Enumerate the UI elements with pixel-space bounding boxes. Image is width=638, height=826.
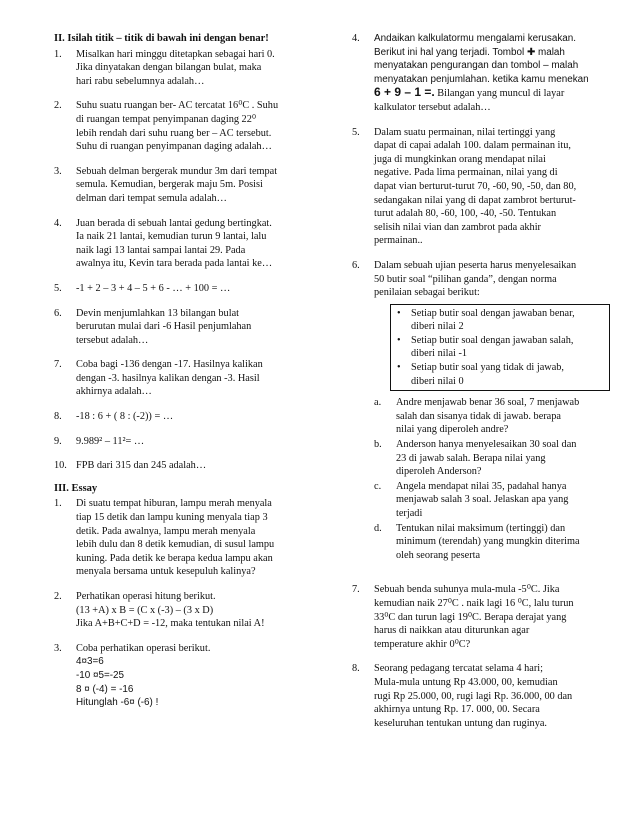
item-body	[76, 282, 310, 296]
section-2-list	[54, 48, 310, 473]
item-line: dengan -3. hasilnya kalikan dengan -3. Hasil	[76, 372, 260, 384]
item-line: lebih dulu dan 8 detik kemudian, di susul lampu	[76, 539, 275, 551]
item-number: 3.	[54, 165, 62, 177]
item-line: Perhatikan operasi hitung berikut.	[76, 591, 216, 602]
item-number: 1.	[54, 498, 62, 510]
rule-line: Setiap butir soal dengan jawaban benar,	[411, 307, 575, 319]
essay-item	[54, 642, 310, 710]
sub-line: diperoleh Anderson?	[396, 466, 482, 478]
item-line: -18 : 6 + ( 8 : (-2)) = …	[76, 411, 174, 423]
fill-item	[54, 435, 310, 449]
item-line: sedangakan nilai yang di dapat zambrot berturut-	[374, 194, 576, 206]
sub-line: Angela mendapat nilai 35, padahal hanya	[396, 480, 567, 492]
item-number: 7.	[352, 584, 360, 596]
sub-letter: b.	[374, 439, 382, 451]
item-line: Jika A+B+C+D = -12, maka tentukan nilai A!	[76, 618, 265, 630]
sub-line: terjadi	[396, 508, 423, 519]
sub-text	[396, 396, 579, 437]
item-number: 8.	[54, 411, 62, 423]
item-line: Di suatu tempat hiburan, lampu merah menyala	[76, 498, 272, 510]
essay-item-4	[352, 32, 610, 115]
fill-item	[54, 307, 310, 348]
item-body	[374, 126, 610, 248]
item-line: semula. Kemudian, bergerak maju 5m. Posisi	[76, 179, 263, 191]
item-line: kalkulator tersebut adalah…	[374, 101, 491, 113]
item-line: kemudian naik 27⁰C . naik lagi 16 ⁰C, lalu turun	[374, 597, 574, 609]
item-line: Sebuah delman bergerak mundur 3m dari tempat	[76, 165, 278, 177]
scoring-rules-box	[390, 304, 610, 392]
item-line: Ia naik 21 lantai, kemudian turun 9 lantai, lalu	[76, 231, 267, 243]
rule-line: diberi nilai 2	[411, 321, 464, 333]
sub-line: nilai yang diperoleh andre?	[396, 424, 509, 436]
item-line: Devin menjumlahkan 13 bilangan bulat	[76, 307, 239, 319]
bullet-icon: •	[397, 307, 401, 319]
item-number: 3.	[54, 642, 62, 654]
item-line: Suhu di ruangan penyimpanan daging adalah…	[76, 141, 272, 153]
item-number: 10.	[54, 460, 67, 472]
item-line: tersebut adalah…	[76, 334, 149, 346]
item-line: rugi Rp 25.000, 00, rugi lagi Rp. 36.000, 00 dan	[374, 690, 573, 702]
rule-text	[411, 361, 564, 388]
item-line: FPB dari 315 dan 245 adalah…	[76, 460, 207, 472]
fill-item	[54, 217, 310, 271]
item-line: akhirnya untung Rp. 17. 000, 00. Secara	[374, 704, 540, 716]
sub-line: Andre menjawab benar 36 soal, 7 menjawab	[396, 397, 580, 409]
item-line: Andaikan kalkulatormu mengalami kerusakan.	[374, 33, 576, 44]
item-number: 4.	[352, 33, 360, 44]
rule-text	[411, 307, 575, 334]
item-line: negative. Pada lima permainan, nilai yang di	[374, 167, 558, 179]
item-body	[374, 583, 610, 651]
operation-line: -10 ¤5=-25	[76, 669, 125, 681]
item-number: 7.	[54, 359, 62, 371]
bullet-icon: •	[397, 362, 401, 374]
essay-item-6	[352, 259, 610, 572]
rule-line: diberi nilai 0	[411, 375, 464, 387]
item-line: turut adalah 80, -60, 100, -40, -50. Tentukan	[374, 208, 557, 220]
item-line: Suhu suatu ruangan ber- AC tercatat 16⁰C . Suhu	[76, 100, 279, 112]
item-line: menyatakan penjumlahan. ketika kamu menekan	[374, 73, 589, 85]
item-line: menyala bersama untuk kesepuluh kalinya?	[76, 566, 256, 578]
section-3-title: III. Essay	[54, 482, 98, 494]
item-line: tiap 15 detik dan lampu kuning menyala tiap 3	[76, 512, 268, 524]
item-body	[76, 358, 310, 399]
item-line: Coba perhatikan operasi berikut.	[76, 642, 211, 654]
sub-text	[396, 522, 580, 563]
item-line: Dalam sebuah ujian peserta harus menyelesaikan	[374, 259, 577, 271]
item-line: akhirnya adalah…	[76, 386, 152, 398]
sub-text	[396, 438, 576, 479]
item-number: 6.	[54, 307, 62, 319]
section-2-title: II. Isilah titik – titik di bawah ini dengan benar!	[54, 33, 269, 44]
item-line: permainan..	[374, 235, 423, 247]
sub-questions	[374, 396, 610, 562]
item-line: Sebuah benda suhunya mula-mula -5⁰C. Jika	[374, 584, 560, 596]
item-line: juga di mungkinkan orang mendapat nilai	[374, 153, 546, 165]
item-line: berurutan mulai dari -6 Hasil penjumlahan	[76, 321, 252, 333]
essay-item-7	[352, 583, 610, 651]
item-line: Juan berada di sebuah lantai gedung bertingkat.	[76, 217, 272, 229]
essay-item	[54, 497, 310, 579]
item-line: lebih rendah dari suhu ruang ber – AC tersebut.	[76, 127, 272, 139]
sub-question	[374, 438, 610, 479]
item-line	[374, 86, 610, 101]
essay-item-5	[352, 126, 610, 248]
item-line: keseluruhan tentukan untung dan ruginya.	[374, 717, 548, 729]
item-line: 33⁰C dan turun lagi 19⁰C. Berapa derajat yang	[374, 611, 567, 623]
fill-item	[54, 459, 310, 473]
rule-line: Setiap butir soal dengan jawaban salah,	[411, 334, 574, 346]
item-line: detik. Pada awalnya, lampu merah menyala	[76, 525, 256, 537]
item-line: Mula-mula untung Rp 43.000, 00, kemudian	[374, 676, 558, 688]
sub-letter: d.	[374, 522, 382, 534]
item-line: harus di naikkan atau diturunkan agar	[374, 625, 530, 637]
scoring-rule	[397, 361, 605, 388]
item-line: awalnya itu, Kevin tara berada pada lantai ke…	[76, 258, 273, 270]
item-number: 8.	[352, 663, 360, 675]
sub-line: oleh seorang peserta	[396, 549, 481, 561]
item-body	[76, 459, 310, 473]
item-line: 50 butir soal “pilihan ganda”, dengan norma	[374, 273, 557, 285]
item-line: naik lagi 13 lantai sampai lantai 29. Pada	[76, 244, 246, 256]
item-line: dapat di capai adalah 100. dalam permainan itu,	[374, 140, 571, 152]
fill-item	[54, 165, 310, 206]
essay-item	[352, 662, 610, 730]
item-line-rest: Bilangan yang muncul di layar	[434, 88, 565, 100]
sub-line: 23 di jawab salah. Berapa nilai yang	[396, 452, 546, 464]
item-number: 2.	[54, 591, 62, 602]
item-line: Seorang pedagang tercatat selama 4 hari;	[374, 663, 543, 675]
item-line: temperature akhir 0⁰C?	[374, 638, 471, 650]
item-line: Coba bagi -136 dengan -17. Hasilnya kalikan	[76, 359, 263, 371]
item-body	[76, 307, 310, 348]
item-body	[76, 590, 310, 631]
item-body	[76, 642, 310, 710]
item-line: menyatakan pengurangan dan tombol – malah	[374, 60, 579, 72]
item-body	[76, 435, 310, 449]
item-number: 4.	[54, 217, 62, 229]
scoring-rule	[397, 334, 605, 361]
operation-line: 8 ¤ (-4) = -16	[76, 683, 134, 695]
sub-line: Tentukan nilai maksimum (tertinggi) dan	[396, 522, 566, 534]
sub-letter: a.	[374, 397, 382, 409]
rule-text	[411, 334, 573, 361]
sub-line: minimum (terendah) yang mungkin diterima	[396, 536, 580, 548]
item-line: di ruangan tempat penyimpanan daging 22⁰	[76, 113, 256, 125]
item-line: selisih nilai vian dan zambrot pada akhir	[374, 221, 541, 233]
sub-text	[396, 480, 568, 521]
calculator-expression: 6 + 9 – 1 =.	[374, 85, 435, 100]
item-body	[374, 662, 610, 730]
item-body	[76, 217, 310, 271]
rule-line: diberi nilai -1	[411, 348, 468, 360]
item-body	[76, 99, 310, 153]
item-number: 6.	[352, 259, 360, 271]
fill-item	[54, 48, 310, 89]
item-body	[76, 410, 310, 424]
item-number: 2.	[54, 100, 62, 112]
item-line: dapat vian berturut-turut 70, -60, 90, -50, dan 80,	[374, 180, 577, 192]
item-number: 5.	[352, 126, 360, 138]
item-line: (13 +A) x B = (C x (-3) – (3 x D)	[76, 604, 214, 616]
sub-line: Anderson hanya menyelesaikan 30 soal dan	[396, 439, 577, 451]
sub-question	[374, 396, 610, 437]
item-line: -1 + 2 – 3 + 4 – 5 + 6 - … + 100 = …	[76, 282, 231, 294]
operation-line: Hitunglah -6¤ (-6) !	[76, 697, 159, 709]
left-column	[54, 32, 310, 721]
essay-item	[352, 126, 610, 248]
section-3-list	[54, 497, 310, 709]
essay-item-8	[352, 662, 610, 730]
item-line: 9.989² – 11²= …	[76, 435, 145, 447]
essay-item	[54, 590, 310, 631]
item-number: 1.	[54, 48, 62, 60]
item-body	[76, 497, 310, 579]
sub-question	[374, 480, 610, 521]
fill-item	[54, 99, 310, 153]
item-line: Misalkan hari minggu ditetapkan sebagai hari 0.	[76, 48, 275, 60]
item-number: 9.	[54, 435, 62, 447]
item-line: penilaian sebagai berikut:	[374, 287, 480, 299]
essay-item	[352, 583, 610, 651]
item-line: Berikut ini hal yang terjadi. Tombol ✚ malah	[374, 46, 565, 58]
item-number: 5.	[54, 282, 62, 294]
scoring-rule	[397, 307, 605, 334]
bullet-icon: •	[397, 334, 401, 346]
item-line: kuning. Pada detik ke berapa kedua lampu akan	[76, 552, 273, 564]
fill-item	[54, 358, 310, 399]
sub-letter: c.	[374, 480, 382, 492]
right-column	[352, 32, 610, 741]
rule-line: Setiap butir soal yang tidak di jawab,	[411, 362, 564, 374]
item-body	[76, 165, 310, 206]
sub-line: menjawab salah 3 soal. Jelaskan apa yang	[396, 494, 569, 506]
sub-line: salah dan sisanya tidak di jawab. berapa	[396, 410, 561, 422]
item-line: Dalam suatu permainan, nilai tertinggi yang	[374, 126, 556, 138]
item-line: delman dari tempat semula adalah…	[76, 192, 227, 204]
sub-question	[374, 522, 610, 563]
item-line: hari rabu sebelumnya adalah…	[76, 75, 205, 87]
item-line: Jika dinyatakan dengan bilangan bulat, maka	[76, 62, 262, 74]
item-body	[76, 48, 310, 89]
fill-item	[54, 282, 310, 296]
operation-line: 4¤3=6	[76, 656, 104, 668]
fill-item	[54, 410, 310, 424]
